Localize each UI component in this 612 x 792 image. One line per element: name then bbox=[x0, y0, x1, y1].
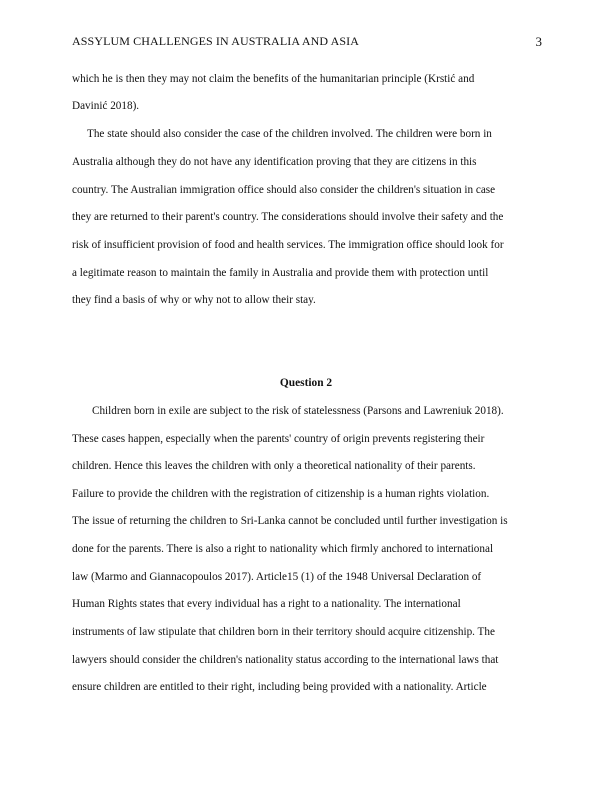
body-line: which he is then they may not claim the benefits of the humanitarian principle (Krstić and bbox=[72, 73, 475, 85]
body-line: risk of insufficient provision of food and health services. The immigration office should look for bbox=[72, 239, 504, 251]
body-line: These cases happen, especially when the parents' country of origin prevents registering their bbox=[72, 433, 485, 445]
body-line: The state should also consider the case of the children involved. The children were born in bbox=[87, 128, 492, 140]
running-head: ASSYLUM CHALLENGES IN AUSTRALIA AND ASIA bbox=[72, 34, 360, 48]
body-line: Human Rights states that every individual has a right to a nationality. The international bbox=[72, 598, 461, 610]
body-line: The issue of returning the children to Sri-Lanka cannot be concluded until further investigation is bbox=[72, 515, 508, 527]
body-line: ensure children are entitled to their right, including being provided with a nationality. Article bbox=[72, 681, 487, 693]
body-line: they find a basis of why or why not to allow their stay. bbox=[72, 294, 316, 306]
body-line: a legitimate reason to maintain the family in Australia and provide them with protection until bbox=[72, 267, 489, 279]
body-line: they are returned to their parent's country. The considerations should involve their safety and the bbox=[72, 211, 504, 223]
body-line: lawyers should consider the children's nationality status according to the international laws that bbox=[72, 654, 499, 666]
body-line: Davinić 2018). bbox=[72, 100, 140, 112]
body-line: law (Marmo and Giannacopoulos 2017). Article15 (1) of the 1948 Universal Declaration of bbox=[72, 571, 482, 583]
body-line: country. The Australian immigration office should also consider the children's situation in case bbox=[72, 184, 496, 196]
page-number: 3 bbox=[535, 34, 542, 49]
body-line: Australia although they do not have any identification proving that they are citizens in this bbox=[72, 156, 477, 168]
body-line: instruments of law stipulate that children born in their territory should acquire citizenship. The bbox=[72, 626, 495, 638]
body-line: children. Hence this leaves the children with only a theoretical nationality of their parents. bbox=[72, 460, 476, 472]
body-line: Children born in exile are subject to the risk of statelessness (Parsons and Lawreniuk 2018). bbox=[92, 405, 504, 417]
section-heading: Question 2 bbox=[279, 377, 333, 389]
body-line: done for the parents. There is also a right to nationality which firmly anchored to international bbox=[72, 543, 494, 555]
page-header bbox=[72, 34, 542, 50]
body-line: Failure to provide the children with the registration of citizenship is a human rights violation. bbox=[72, 488, 490, 500]
